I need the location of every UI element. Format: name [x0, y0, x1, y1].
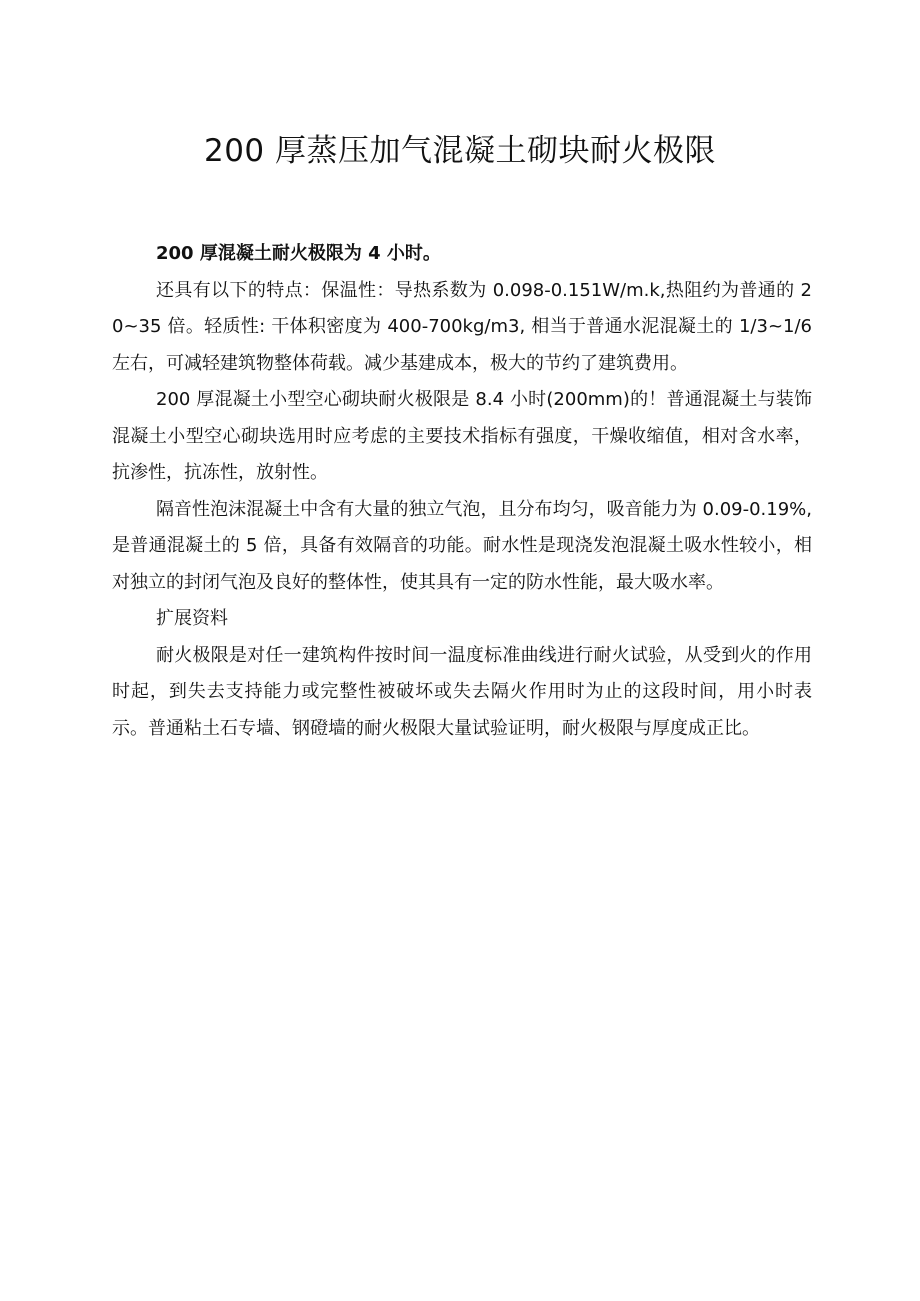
document-body	[112, 236, 812, 747]
paragraph-sound-water: 隔音性泡沫混凝土中含有大量的独立气泡，且分布均匀，吸音能力为 0.09-0.19%,是普通混凝土的 5 倍，具备有效隔音的功能。耐水性是现浇发泡混凝土吸水性较小，相对独立的封闭气泡及良好的整体性，使其具有一定的防水性能，最大吸水率。	[112, 498, 812, 593]
paragraph-hollow-block: 200 厚混凝土小型空心砌块耐火极限是 8.4 小时(200mm)的！普通混凝土与装饰混凝土小型空心砌块选用时应考虑的主要技术指标有强度，干燥收缩值，相对含水率，抗渗性，抗冻性，放射性。	[112, 389, 812, 483]
paragraph-fire-rating-definition: 耐火极限是对任一建筑构件按时间一温度标准曲线进行耐火试验，从受到火的作用时起，到失去支持能力或完整性被破坏或失去隔火作用时为止的这段时间，用小时表示。普通粘土石专墙、钢磴墙的耐火极限大量试验证明，耐火极限与厚度成正比。	[112, 644, 812, 739]
paragraph-extended-heading: 扩展资料	[156, 608, 228, 629]
paragraph-properties: 还具有以下的特点：保温性：导热系数为 0.098-0.151W/m.k,热阻约为普通的 20~35 倍。轻质性: 干体积密度为 400-700kg/m3, 相当于普通水泥混凝土的 1/3~1/6 左右，可减轻建筑物整体荷载。减少基建成本，极大的节约了建筑费用。	[112, 279, 812, 374]
paragraph-fire-rating-summary: 200 厚混凝土耐火极限为 4 小时。	[156, 243, 441, 264]
document-title: 200 厚蒸压加气混凝土砌块耐火极限	[203, 133, 717, 169]
